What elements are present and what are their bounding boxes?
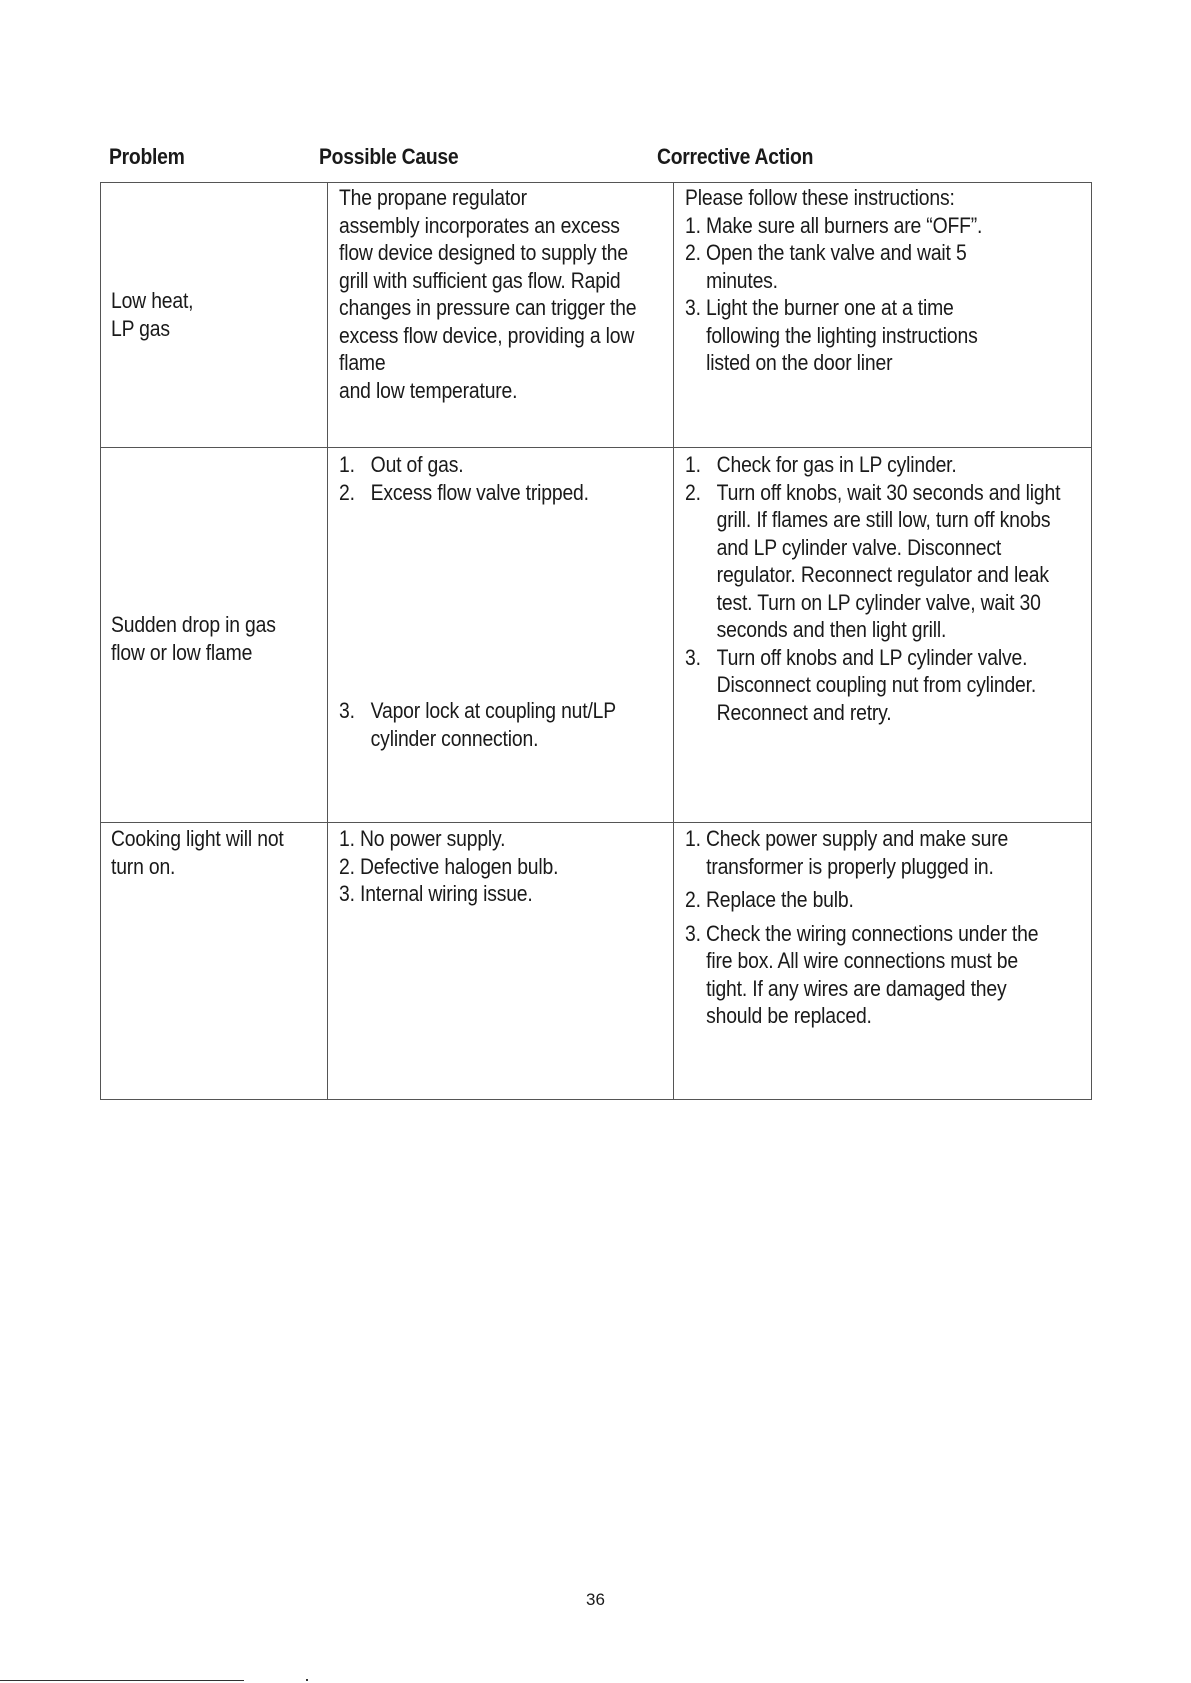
row2-action-number: 2. [685, 479, 701, 505]
row3-cause-line: 2. Defective halogen bulb. [339, 853, 559, 879]
row2-cause-number: 2. [339, 479, 355, 505]
footer-mark [306, 1679, 308, 1681]
row3-problem [111, 825, 284, 880]
row1-problem-line: Low heat, [111, 288, 194, 313]
row3-action-line: fire box. All wire connections must be [706, 948, 1018, 973]
row2-cause-item3 [339, 697, 616, 752]
row1-cause-line: flow device designed to supply the [339, 240, 628, 265]
row3-action-line: should be replaced. [706, 1003, 872, 1028]
row2-action-item [685, 671, 1060, 699]
table-border-top [100, 182, 1092, 183]
column-divider-1 [327, 182, 328, 1100]
row2-action-item [685, 561, 1060, 589]
header-corrective-action: Corrective Action [657, 144, 814, 169]
row2-action-item [685, 451, 1060, 479]
row2-action-number: 1. [685, 452, 701, 477]
row2-action-item [685, 479, 1060, 507]
footer-rule [0, 1680, 244, 1681]
row2-problem [111, 611, 276, 666]
row2-action-text: Disconnect coupling nut from cylinder. [716, 672, 1037, 697]
row1-action-line: minutes. [706, 267, 778, 293]
row1-action [685, 184, 982, 377]
row2-cause-text: Excess flow valve tripped. [370, 479, 589, 505]
row1-action-line: 1. Make sure all burners are “OFF”. [685, 212, 983, 238]
row2-action-item [685, 506, 1060, 534]
row2-action-text: Check for gas in LP cylinder. [716, 452, 957, 477]
row2-action-text: grill. If flames are still low, turn off knobs [716, 507, 1051, 532]
row1-cause-line: excess flow device, providing a low [339, 322, 635, 348]
row1-action-line: Please follow these instructions: [685, 185, 955, 210]
row2-action-number: 3. [685, 644, 701, 670]
row2-cause-item [339, 479, 589, 507]
row2-cause-text: Out of gas. [370, 452, 464, 477]
row2-problem-line: flow or low flame [111, 639, 253, 665]
row2-action-text: Turn off knobs, wait 30 seconds and light [716, 479, 1061, 505]
page-number: 36 [586, 1590, 605, 1609]
row3-problem-line: turn on. [111, 853, 176, 879]
row1-cause-line: changes in pressure can trigger the [339, 295, 637, 320]
row3-action-line: 3. Check the wiring connections under the [685, 920, 1039, 946]
row3-cause-line: 1. No power supply. [339, 826, 506, 851]
row2-action-item [685, 534, 1060, 562]
row2-problem-line: Sudden drop in gas [111, 612, 276, 637]
row2-action-text: regulator. Reconnect regulator and leak [716, 562, 1049, 587]
row2-action-text: and LP cylinder valve. Disconnect [716, 534, 1002, 560]
row2-action-text: test. Turn on LP cylinder valve, wait 30 [716, 589, 1041, 615]
row1-problem-line: LP gas [111, 315, 170, 341]
row3-cause-line: 3. Internal wiring issue. [339, 881, 533, 906]
row-divider-2 [100, 822, 1092, 823]
row2-action-item [685, 616, 1060, 644]
row1-action-line: 3. Light the burner one at a time [685, 295, 954, 320]
row2-cause-item [339, 451, 589, 479]
row3-action-line: transformer is properly plugged in. [706, 853, 994, 879]
row2-cause-number: 1. [339, 452, 355, 477]
row1-action-line: listed on the door liner [706, 350, 893, 375]
row3-cause [339, 825, 558, 908]
row2-action-text: Turn off knobs and LP cylinder valve. [716, 644, 1028, 670]
row2-action-item [685, 589, 1060, 617]
row1-action-line: 2. Open the tank valve and wait 5 [685, 240, 967, 265]
row1-cause-line: flame [339, 350, 386, 375]
row3-action [685, 825, 1038, 1030]
row2-action-item [685, 699, 1060, 727]
row3-action-line: 1. Check power supply and make sure [685, 826, 1009, 851]
table-border-left [100, 182, 101, 1100]
row-divider-1 [100, 447, 1092, 448]
row2-cause-number: 3. [339, 698, 355, 723]
row2-cause [339, 451, 589, 506]
row2-action [685, 451, 1060, 726]
row1-cause-line: The propane regulator [339, 185, 527, 210]
table-border-right [1091, 182, 1092, 1100]
header-possible-cause: Possible Cause [319, 144, 459, 169]
row1-cause-line: assembly incorporates an excess [339, 212, 620, 238]
table-border-bottom [100, 1099, 1092, 1100]
header-problem: Problem [109, 144, 185, 169]
row1-cause-line: and low temperature. [339, 377, 518, 403]
column-divider-2 [673, 182, 674, 1100]
row3-problem-line: Cooking light will not [111, 826, 284, 851]
row1-action-line: following the lighting instructions [706, 322, 978, 348]
row2-cause-item [339, 725, 616, 753]
row1-cause-line: grill with sufficient gas flow. Rapid [339, 267, 621, 293]
row2-action-text: Reconnect and retry. [716, 699, 892, 725]
row1-cause [339, 184, 636, 404]
row2-action-text: seconds and then light grill. [716, 617, 947, 642]
row2-action-item [685, 644, 1060, 672]
row2-cause-text: cylinder connection. [370, 725, 539, 751]
row2-cause-text: Vapor lock at coupling nut/LP [370, 698, 616, 723]
row1-problem [111, 287, 193, 342]
row2-cause-item [339, 697, 616, 725]
row3-action-line: tight. If any wires are damaged they [706, 975, 1007, 1001]
row3-action-line: 2. Replace the bulb. [685, 887, 854, 912]
